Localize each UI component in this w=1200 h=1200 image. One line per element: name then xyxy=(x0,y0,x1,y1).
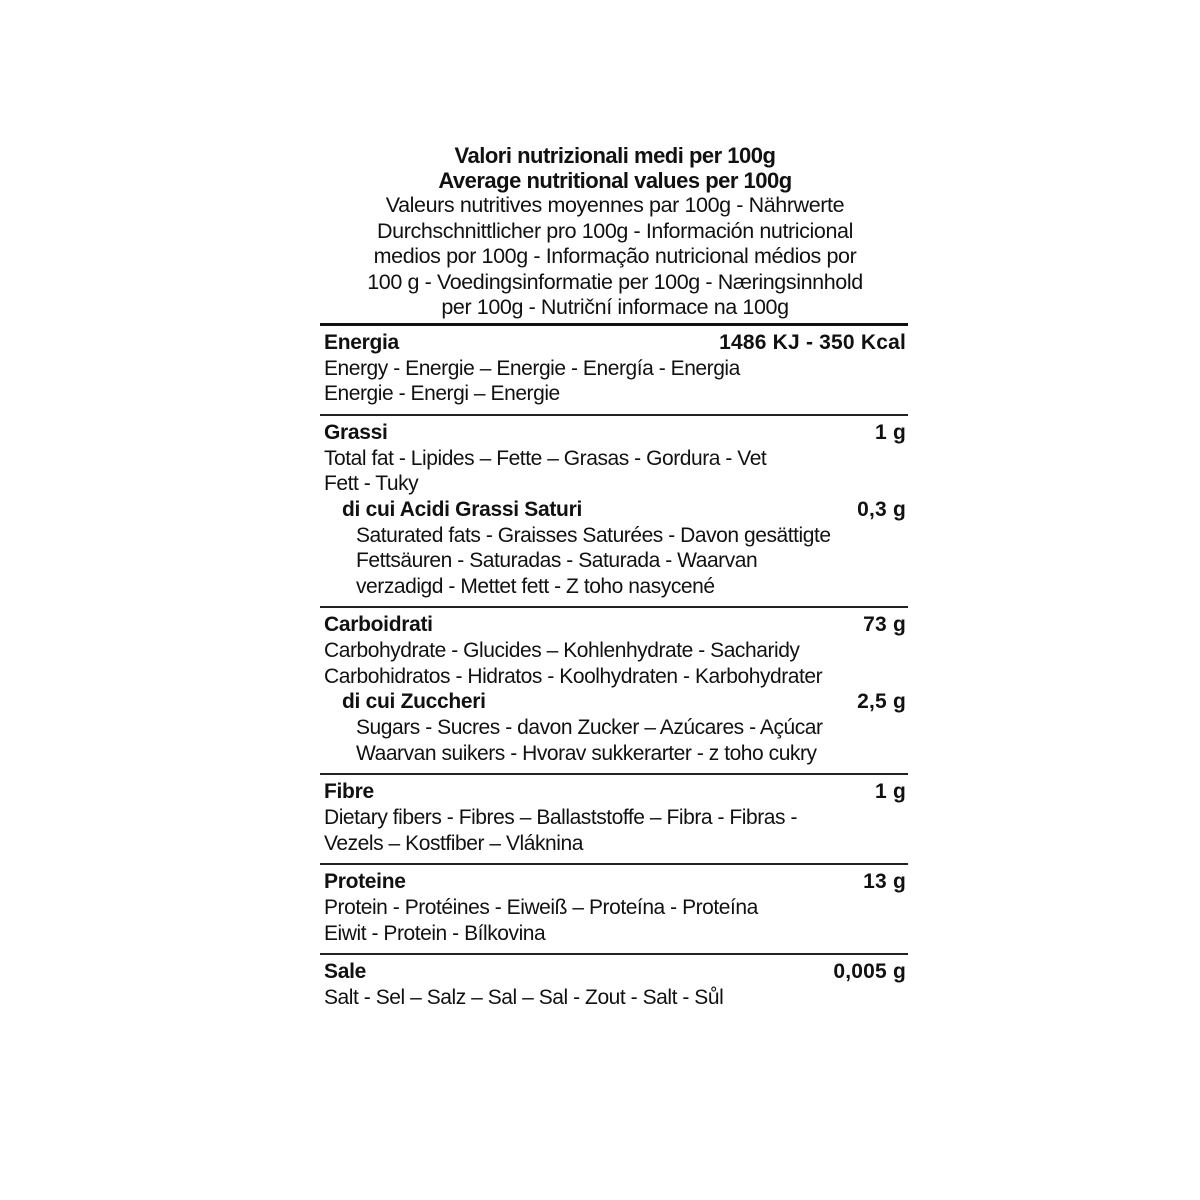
fat-name: Grassi xyxy=(324,420,388,444)
title-english: Average nutritional values per 100g xyxy=(438,168,792,193)
energy-row xyxy=(324,330,906,356)
translation-line: Fett - Tuky xyxy=(324,472,419,495)
translation-line: Carbohidratos - Hidratos - Koolhydraten - Karbohydrater xyxy=(324,664,823,688)
label-header xyxy=(318,143,912,321)
salt-value: 0,005 g xyxy=(833,960,906,983)
translation-line: Protein - Protéines - Eiweiß – Proteína - Proteína xyxy=(324,896,758,919)
salt-name: Sale xyxy=(324,960,366,983)
fibre-name: Fibre xyxy=(324,780,374,803)
protein-section xyxy=(318,865,912,946)
sugars-name: di cui Zuccheri xyxy=(342,690,486,713)
saturated-fat-name: di cui Acidi Grassi Saturi xyxy=(342,497,582,521)
energy-value: 1486 KJ - 350 Kcal xyxy=(719,330,906,354)
nutrition-label xyxy=(318,143,912,1011)
subtitle-line: per 100g - Nutriční informace na 100g xyxy=(441,295,789,319)
translation-line: Total fat - Lipides – Fette – Grasas - Gordura - Vet xyxy=(324,446,767,470)
subtitle-line: 100 g - Voedingsinformatie per 100g - Næringsinnhold xyxy=(367,269,863,294)
subtitle-line: medios por 100g - Informação nutricional médios por xyxy=(373,244,857,268)
sugars-value: 2,5 g xyxy=(857,690,906,713)
protein-row xyxy=(324,869,906,895)
translation-line: Sugars - Sucres - davon Zucker – Azúcares - Açúcar xyxy=(356,716,823,739)
translation-line: Dietary fibers - Fibres – Ballaststoffe – Fibra - Fibras - xyxy=(324,806,797,829)
fat-row xyxy=(324,420,906,446)
carbs-section xyxy=(318,608,912,766)
subtitle-line: Durchschnittlicher pro 100g - Información nutricional xyxy=(377,218,853,243)
carbs-name: Carboidrati xyxy=(324,613,433,636)
carbs-row xyxy=(324,612,906,638)
translation-line: Vezels – Kostfiber – Vláknina xyxy=(324,831,583,855)
translation-line: Waarvan suikers - Hvorav sukkerarter - z toho cukry xyxy=(356,741,817,765)
fibre-section xyxy=(318,775,912,856)
translation-line: Saturated fats - Graisses Saturées - Davon gesättigte xyxy=(356,523,831,547)
translation-line: Carbohydrate - Glucides – Kohlenhydrate - Sacharidy xyxy=(324,639,800,662)
subtitle-line: Valeurs nutritives moyennes par 100g - Nährwerte xyxy=(385,193,845,217)
saturated-fat-value: 0,3 g xyxy=(857,497,906,521)
translation-line: verzadigd - Mettet fett - Z toho nasycené xyxy=(356,574,715,598)
saturated-fat-row xyxy=(324,497,906,523)
fibre-value: 1 g xyxy=(875,780,906,803)
protein-name: Proteine xyxy=(324,870,406,893)
sugars-row xyxy=(324,689,906,715)
energy-section xyxy=(318,326,912,407)
translation-line: Salt - Sel – Salz – Sal – Sal - Zout - Salt - Sůl xyxy=(324,986,724,1009)
fibre-row xyxy=(324,779,906,805)
translation-line: Fettsäuren - Saturadas - Saturada - Waarvan xyxy=(356,549,758,572)
energy-name: Energia xyxy=(324,330,399,354)
protein-value: 13 g xyxy=(863,870,906,893)
fat-value: 1 g xyxy=(875,420,906,444)
salt-row xyxy=(324,959,906,985)
translation-line: Eiwit - Protein - Bílkovina xyxy=(324,921,546,945)
title-italian: Valori nutrizionali medi per 100g xyxy=(454,143,776,168)
translation-line: Energie - Energi – Energie xyxy=(324,382,560,405)
salt-section xyxy=(318,955,912,1011)
fat-section xyxy=(318,416,912,600)
carbs-value: 73 g xyxy=(863,613,906,636)
translation-line: Energy - Energie – Energie - Energía - Energia xyxy=(324,356,740,380)
